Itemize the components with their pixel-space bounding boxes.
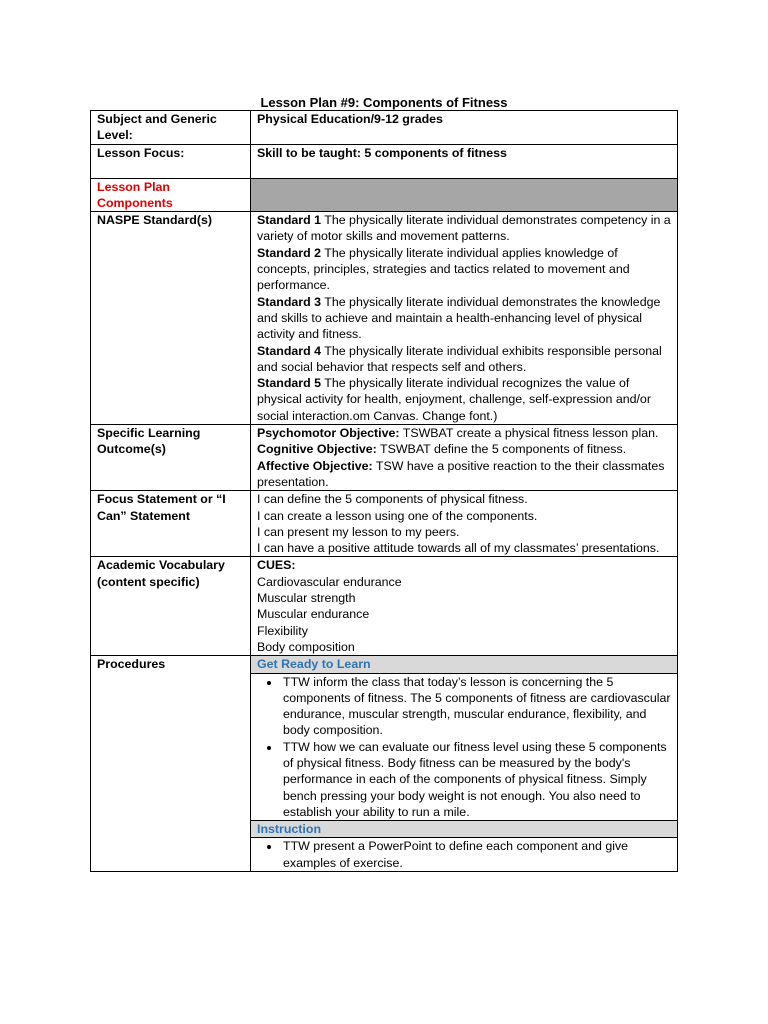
- row-label: NASPE Standard(s): [91, 212, 251, 425]
- standard-item: Standard 1 The physically literate individual demonstrates competency in a variety of motor skills and movement patterns.: [257, 213, 671, 244]
- table-row: [91, 212, 678, 425]
- row-value: Skill to be taught: 5 components of fitness: [251, 144, 678, 178]
- vocab-term: Body composition: [257, 639, 355, 654]
- row-value: Physical Education/9-12 grades: [251, 111, 678, 145]
- list-item: • TTW how we can evaluate our fitness level using these 5 components of physical fitness. Body fitness can be measured by the body's performance in each of the components of physical fitness. Simply bench pressing your body weight is not enough. You also need to establish your ability to run a mile.: [281, 739, 673, 820]
- vocab-term: Cardiovascular endurance: [257, 574, 402, 589]
- cues-heading: CUES:: [257, 558, 296, 573]
- ican-line: I can define the 5 components of physical fitness.: [257, 492, 528, 507]
- page-title: Lesson Plan #9: Components of Fitness: [260, 95, 508, 110]
- ican-line: I can create a lesson using one of the components.: [257, 508, 538, 523]
- standard-item: Standard 2 The physically literate individual applies knowledge of concepts, principles, strategies and tactics related to movement and performance.: [257, 245, 630, 293]
- row-label: Academic Vocabulary (content specific): [91, 557, 251, 656]
- lesson-plan-table: [90, 110, 678, 872]
- section-band-get-ready: Get Ready to Learn: [251, 656, 678, 673]
- standards-cell: [251, 212, 678, 425]
- vocab-cell: [251, 557, 678, 656]
- vocab-term: Flexibility: [257, 623, 308, 638]
- ican-cell: [251, 491, 678, 557]
- table-row: [91, 491, 678, 557]
- bullet-list: [257, 838, 673, 871]
- list-item: • TTW present a PowerPoint to define each component and give examples of exercise.: [281, 838, 673, 871]
- row-label: Lesson Focus:: [91, 144, 251, 178]
- table-row: [91, 425, 678, 491]
- standard-item: Standard 3 The physically literate individual demonstrates the knowledge and skills to achieve and maintain a health-enhancing level of physical activity and fitness.: [257, 294, 661, 342]
- get-ready-cell: [251, 673, 678, 821]
- section-band-instruction: Instruction: [251, 821, 678, 838]
- list-item: • TTW inform the class that today’s lesson is concerning the 5 components of fitness. The 5 components of fitness are cardiovascular endurance, muscular strength, muscular endurance, flexibility, and body composition.: [281, 674, 673, 739]
- table-row: [91, 557, 678, 656]
- ican-line: I can present my lesson to my peers.: [257, 524, 460, 539]
- table-row: [91, 111, 678, 145]
- objective-item: Cognitive Objective: TSWBAT define the 5 components of fitness.: [257, 442, 627, 457]
- ican-line: I can have a positive attitude towards all of my classmates’ presentations.: [257, 541, 660, 556]
- row-label: Specific Learning Outcome(s): [91, 425, 251, 491]
- instruction-cell: [251, 838, 678, 872]
- row-label: Procedures: [91, 656, 251, 872]
- standard-item: Standard 4 The physically literate individual exhibits responsible personal and social behavior that respects self and others.: [257, 343, 662, 374]
- table-row: [91, 656, 678, 673]
- row-label: Lesson Plan Components: [91, 178, 251, 212]
- standard-item: Standard 5 The physically literate individual recognizes the value of physical activity for health, enjoyment, challenge, self-expression and/or social interaction.om Canvas. Change font.): [257, 376, 651, 423]
- objective-item: Psychomotor Objective: TSWBAT create a physical fitness lesson plan.: [257, 426, 659, 441]
- bullet-list: [257, 674, 673, 821]
- table-row: [91, 178, 678, 212]
- vocab-term: Muscular strength: [257, 591, 356, 606]
- vocab-term: Muscular endurance: [257, 607, 370, 622]
- row-label: Subject and Generic Level:: [91, 111, 251, 145]
- gray-header-cell: [251, 178, 678, 212]
- row-label: Focus Statement or “I Can” Statement: [91, 491, 251, 557]
- table-row: [91, 144, 678, 178]
- objective-item: Affective Objective: TSW have a positive reaction to the their classmates presentation.: [257, 458, 665, 489]
- objectives-cell: [251, 425, 678, 491]
